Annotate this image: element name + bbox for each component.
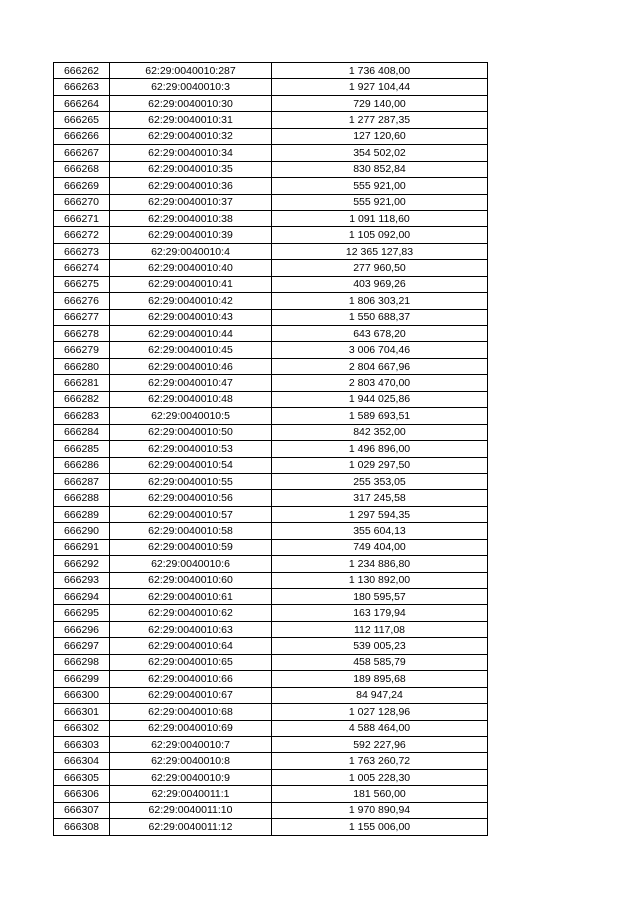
value-cell: 1 763 260,72 [272, 753, 488, 769]
value-cell: 592 227,96 [272, 736, 488, 752]
table-row [54, 408, 488, 424]
table-row [54, 342, 488, 358]
row-number-cell: 666263 [54, 79, 110, 95]
cadastral-number-cell: 62:29:0040010:41 [110, 276, 272, 292]
cadastral-number-cell: 62:29:0040010:31 [110, 112, 272, 128]
table-row [54, 112, 488, 128]
row-number-cell: 666304 [54, 753, 110, 769]
row-number-cell: 666300 [54, 687, 110, 703]
cadastral-number-cell: 62:29:0040010:58 [110, 523, 272, 539]
cadastral-number-cell: 62:29:0040010:7 [110, 736, 272, 752]
row-number-cell: 666278 [54, 326, 110, 342]
table-row [54, 293, 488, 309]
value-cell: 1 155 006,00 [272, 819, 488, 835]
cadastral-number-cell: 62:29:0040010:42 [110, 293, 272, 309]
cadastral-number-cell: 62:29:0040010:36 [110, 178, 272, 194]
value-cell: 3 006 704,46 [272, 342, 488, 358]
row-number-cell: 666281 [54, 375, 110, 391]
value-cell: 1 927 104,44 [272, 79, 488, 95]
cadastral-number-cell: 62:29:0040011:12 [110, 819, 272, 835]
row-number-cell: 666270 [54, 194, 110, 210]
table-row [54, 819, 488, 835]
value-cell: 277 960,50 [272, 260, 488, 276]
cadastral-number-cell: 62:29:0040010:50 [110, 424, 272, 440]
table-row [54, 63, 488, 79]
row-number-cell: 666305 [54, 769, 110, 785]
table-row [54, 556, 488, 572]
row-number-cell: 666280 [54, 358, 110, 374]
cadastral-number-cell: 62:29:0040010:60 [110, 572, 272, 588]
cadastral-number-cell: 62:29:0040010:54 [110, 457, 272, 473]
value-cell: 255 353,05 [272, 473, 488, 489]
cadastral-number-cell: 62:29:0040010:38 [110, 210, 272, 226]
row-number-cell: 666269 [54, 178, 110, 194]
table-row [54, 260, 488, 276]
value-cell: 84 947,24 [272, 687, 488, 703]
row-number-cell: 666265 [54, 112, 110, 128]
value-cell: 1 550 688,37 [272, 309, 488, 325]
row-number-cell: 666286 [54, 457, 110, 473]
value-cell: 1 005 228,30 [272, 769, 488, 785]
cadastral-number-cell: 62:29:0040010:65 [110, 654, 272, 670]
row-number-cell: 666275 [54, 276, 110, 292]
table-row [54, 638, 488, 654]
value-cell: 555 921,00 [272, 178, 488, 194]
table-row [54, 539, 488, 555]
cadastral-number-cell: 62:29:0040010:56 [110, 490, 272, 506]
table-row [54, 375, 488, 391]
row-number-cell: 666279 [54, 342, 110, 358]
cadastral-number-cell: 62:29:0040010:61 [110, 589, 272, 605]
cadastral-number-cell: 62:29:0040010:69 [110, 720, 272, 736]
cadastral-number-cell: 62:29:0040010:63 [110, 621, 272, 637]
row-number-cell: 666299 [54, 671, 110, 687]
value-cell: 4 588 464,00 [272, 720, 488, 736]
row-number-cell: 666295 [54, 605, 110, 621]
table-row [54, 736, 488, 752]
value-cell: 1 105 092,00 [272, 227, 488, 243]
value-cell: 1 234 886,80 [272, 556, 488, 572]
cadastral-number-cell: 62:29:0040010:8 [110, 753, 272, 769]
table-row [54, 753, 488, 769]
cadastral-number-cell: 62:29:0040010:34 [110, 145, 272, 161]
row-number-cell: 666262 [54, 63, 110, 79]
cadastral-number-cell: 62:29:0040010:57 [110, 506, 272, 522]
value-cell: 842 352,00 [272, 424, 488, 440]
cadastral-number-cell: 62:29:0040010:45 [110, 342, 272, 358]
value-cell: 555 921,00 [272, 194, 488, 210]
table-row [54, 326, 488, 342]
row-number-cell: 666298 [54, 654, 110, 670]
cadastral-number-cell: 62:29:0040010:3 [110, 79, 272, 95]
value-cell: 127 120,60 [272, 128, 488, 144]
cadastral-number-cell: 62:29:0040010:64 [110, 638, 272, 654]
table-row [54, 95, 488, 111]
value-cell: 180 595,57 [272, 589, 488, 605]
value-cell: 354 502,02 [272, 145, 488, 161]
cadastral-number-cell: 62:29:0040010:9 [110, 769, 272, 785]
row-number-cell: 666272 [54, 227, 110, 243]
value-cell: 403 969,26 [272, 276, 488, 292]
cadastral-number-cell: 62:29:0040010:6 [110, 556, 272, 572]
row-number-cell: 666264 [54, 95, 110, 111]
row-number-cell: 666291 [54, 539, 110, 555]
table-row [54, 621, 488, 637]
cadastral-number-cell: 62:29:0040010:43 [110, 309, 272, 325]
row-number-cell: 666292 [54, 556, 110, 572]
table-row [54, 391, 488, 407]
table-body [54, 63, 488, 836]
value-cell: 1 277 287,35 [272, 112, 488, 128]
cadastral-number-cell: 62:29:0040010:44 [110, 326, 272, 342]
row-number-cell: 666303 [54, 736, 110, 752]
row-number-cell: 666277 [54, 309, 110, 325]
table-row [54, 687, 488, 703]
cadastral-number-cell: 62:29:0040010:67 [110, 687, 272, 703]
value-cell: 1 944 025,86 [272, 391, 488, 407]
row-number-cell: 666297 [54, 638, 110, 654]
value-cell: 749 404,00 [272, 539, 488, 555]
row-number-cell: 666268 [54, 161, 110, 177]
value-cell: 181 560,00 [272, 786, 488, 802]
cadastral-number-cell: 62:29:0040010:30 [110, 95, 272, 111]
table-row [54, 145, 488, 161]
row-number-cell: 666266 [54, 128, 110, 144]
table-row [54, 161, 488, 177]
cadastral-number-cell: 62:29:0040010:48 [110, 391, 272, 407]
table-row [54, 786, 488, 802]
table-row [54, 473, 488, 489]
table-row [54, 720, 488, 736]
value-cell: 1 496 896,00 [272, 441, 488, 457]
cadastral-number-cell: 62:29:0040010:37 [110, 194, 272, 210]
value-cell: 1 736 408,00 [272, 63, 488, 79]
value-cell: 1 806 303,21 [272, 293, 488, 309]
table-row [54, 802, 488, 818]
table-row [54, 654, 488, 670]
row-number-cell: 666289 [54, 506, 110, 522]
table-row [54, 671, 488, 687]
table-row [54, 178, 488, 194]
value-cell: 355 604,13 [272, 523, 488, 539]
cadastral-number-cell: 62:29:0040010:47 [110, 375, 272, 391]
cadastral-number-cell: 62:29:0040010:59 [110, 539, 272, 555]
row-number-cell: 666293 [54, 572, 110, 588]
row-number-cell: 666271 [54, 210, 110, 226]
cadastral-number-cell: 62:29:0040010:46 [110, 358, 272, 374]
table-row [54, 704, 488, 720]
cadastral-number-cell: 62:29:0040010:287 [110, 63, 272, 79]
table-row [54, 243, 488, 259]
cadastral-number-cell: 62:29:0040010:35 [110, 161, 272, 177]
row-number-cell: 666273 [54, 243, 110, 259]
table-row [54, 128, 488, 144]
data-table [53, 62, 488, 836]
value-cell: 2 803 470,00 [272, 375, 488, 391]
value-cell: 1 589 693,51 [272, 408, 488, 424]
value-cell: 458 585,79 [272, 654, 488, 670]
row-number-cell: 666274 [54, 260, 110, 276]
value-cell: 1 970 890,94 [272, 802, 488, 818]
table-row [54, 227, 488, 243]
value-cell: 1 027 128,96 [272, 704, 488, 720]
cadastral-number-cell: 62:29:0040011:10 [110, 802, 272, 818]
table-row [54, 589, 488, 605]
row-number-cell: 666294 [54, 589, 110, 605]
cadastral-number-cell: 62:29:0040010:40 [110, 260, 272, 276]
row-number-cell: 666285 [54, 441, 110, 457]
table-row [54, 572, 488, 588]
value-cell: 163 179,94 [272, 605, 488, 621]
value-cell: 189 895,68 [272, 671, 488, 687]
value-cell: 12 365 127,83 [272, 243, 488, 259]
cadastral-number-cell: 62:29:0040011:1 [110, 786, 272, 802]
row-number-cell: 666276 [54, 293, 110, 309]
value-cell: 1 029 297,50 [272, 457, 488, 473]
table-row [54, 769, 488, 785]
row-number-cell: 666306 [54, 786, 110, 802]
value-cell: 539 005,23 [272, 638, 488, 654]
value-cell: 1 130 892,00 [272, 572, 488, 588]
table-row [54, 605, 488, 621]
cadastral-number-cell: 62:29:0040010:62 [110, 605, 272, 621]
cadastral-number-cell: 62:29:0040010:4 [110, 243, 272, 259]
row-number-cell: 666290 [54, 523, 110, 539]
value-cell: 729 140,00 [272, 95, 488, 111]
table-row [54, 194, 488, 210]
row-number-cell: 666282 [54, 391, 110, 407]
value-cell: 2 804 667,96 [272, 358, 488, 374]
table-row [54, 79, 488, 95]
value-cell: 1 091 118,60 [272, 210, 488, 226]
table-row [54, 523, 488, 539]
row-number-cell: 666287 [54, 473, 110, 489]
table-row [54, 441, 488, 457]
row-number-cell: 666307 [54, 802, 110, 818]
cadastral-number-cell: 62:29:0040010:68 [110, 704, 272, 720]
cadastral-number-cell: 62:29:0040010:32 [110, 128, 272, 144]
table-row [54, 424, 488, 440]
table-row [54, 358, 488, 374]
cadastral-number-cell: 62:29:0040010:55 [110, 473, 272, 489]
table-row [54, 506, 488, 522]
row-number-cell: 666284 [54, 424, 110, 440]
table-row [54, 276, 488, 292]
row-number-cell: 666288 [54, 490, 110, 506]
row-number-cell: 666302 [54, 720, 110, 736]
value-cell: 643 678,20 [272, 326, 488, 342]
cadastral-number-cell: 62:29:0040010:53 [110, 441, 272, 457]
row-number-cell: 666301 [54, 704, 110, 720]
value-cell: 317 245,58 [272, 490, 488, 506]
value-cell: 830 852,84 [272, 161, 488, 177]
row-number-cell: 666267 [54, 145, 110, 161]
value-cell: 112 117,08 [272, 621, 488, 637]
table-row [54, 309, 488, 325]
cadastral-number-cell: 62:29:0040010:5 [110, 408, 272, 424]
row-number-cell: 666283 [54, 408, 110, 424]
table-row [54, 210, 488, 226]
row-number-cell: 666308 [54, 819, 110, 835]
table-row [54, 457, 488, 473]
cadastral-number-cell: 62:29:0040010:66 [110, 671, 272, 687]
value-cell: 1 297 594,35 [272, 506, 488, 522]
row-number-cell: 666296 [54, 621, 110, 637]
table-row [54, 490, 488, 506]
cadastral-number-cell: 62:29:0040010:39 [110, 227, 272, 243]
